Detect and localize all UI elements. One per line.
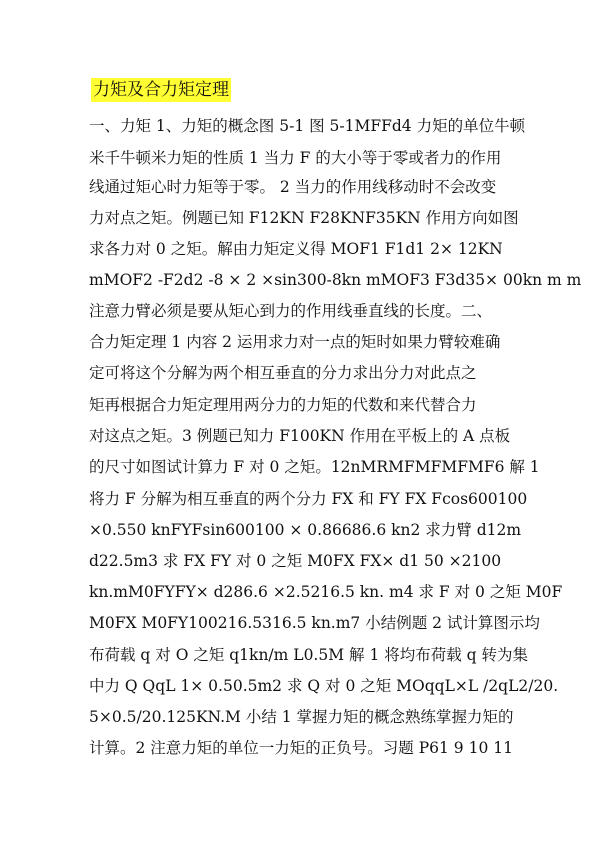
text-line: d22.5m3 求 FX FY 对 0 之矩 M0FX FX× d1 50 ×2100 — [89, 552, 502, 570]
text-line: 米千牛顿米力矩的性质 1 当力 F 的大小等于零或者力的作用 — [89, 149, 502, 167]
text-line: 注意力臂必须是要从矩心到力的作用线垂直线的长度。二、 — [89, 302, 493, 320]
text-line: 将力 F 分解为相互垂直的两个分力 FX 和 FY FX Fcos600100 — [89, 490, 528, 508]
text-line: 对这点之矩。3 例题已知力 F100KN 作用在平板上的 A 点板 — [89, 427, 511, 445]
text-line: mMOF2 -F2d2 -8 × 2 ×sin300-8kn mMOF3 F3d35× 00kn m m — [89, 271, 582, 289]
text-line: 合力矩定理 1 内容 2 运用求力对一点的矩时如果力臂较难确 — [89, 333, 501, 351]
text-line: 求各力对 0 之矩。解由力矩定义得 MOF1 F1d1 2× 12KN — [89, 240, 503, 258]
document-title: 力矩及合力矩定理 — [93, 80, 229, 100]
text-line: 的尺寸如图试计算力 F 对 0 之矩。12nMRMFMFMFMF6 解 1 — [89, 458, 540, 476]
text-line: ×0.550 knFYFsin600100 × 0.86686.6 kn2 求力臂 d12m — [89, 521, 522, 539]
text-line: 力对点之矩。例题已知 F12KN F28KNF35KN 作用方向如图 — [89, 209, 519, 227]
text-line: 布荷载 q 对 O 之矩 q1kn/m L0.5M 解 1 将均布荷载 q 转为集 — [89, 646, 529, 664]
text-line: M0FX M0FY100216.5316.5 kn.m7 小结例题 2 试计算图示均 — [89, 614, 540, 632]
text-line: 定可将这个分解为两个相互垂直的分力求出分力对此点之 — [89, 364, 477, 382]
text-line: kn.mM0FYFY× d286.6 ×2.5216.5 kn. m4 求 F 对 0 之矩 M0F — [89, 583, 563, 601]
text-line: 中力 Q QqL 1× 0.50.5m2 求 Q 对 0 之矩 MOqqL×L /2qL2/20. — [89, 677, 559, 695]
text-line: 5×0.5/20.125KN.M 小结 1 掌握力矩的概念熟练掌握力矩的 — [89, 708, 514, 726]
text-line: 线通过矩心时力矩等于零。 2 当力的作用线移动时不会改变 — [89, 178, 497, 196]
text-line: 一、力矩 1、力矩的概念图 5-1 图 5-1MFFd4 力矩的单位牛顿 — [89, 117, 526, 135]
text-line: 计算。2 注意力矩的单位一力矩的正负号。习题 P61 9 10 11 — [89, 739, 513, 757]
text-line: 矩再根据合力矩定理用两分力的力矩的代数和来代替合力 — [89, 396, 477, 414]
